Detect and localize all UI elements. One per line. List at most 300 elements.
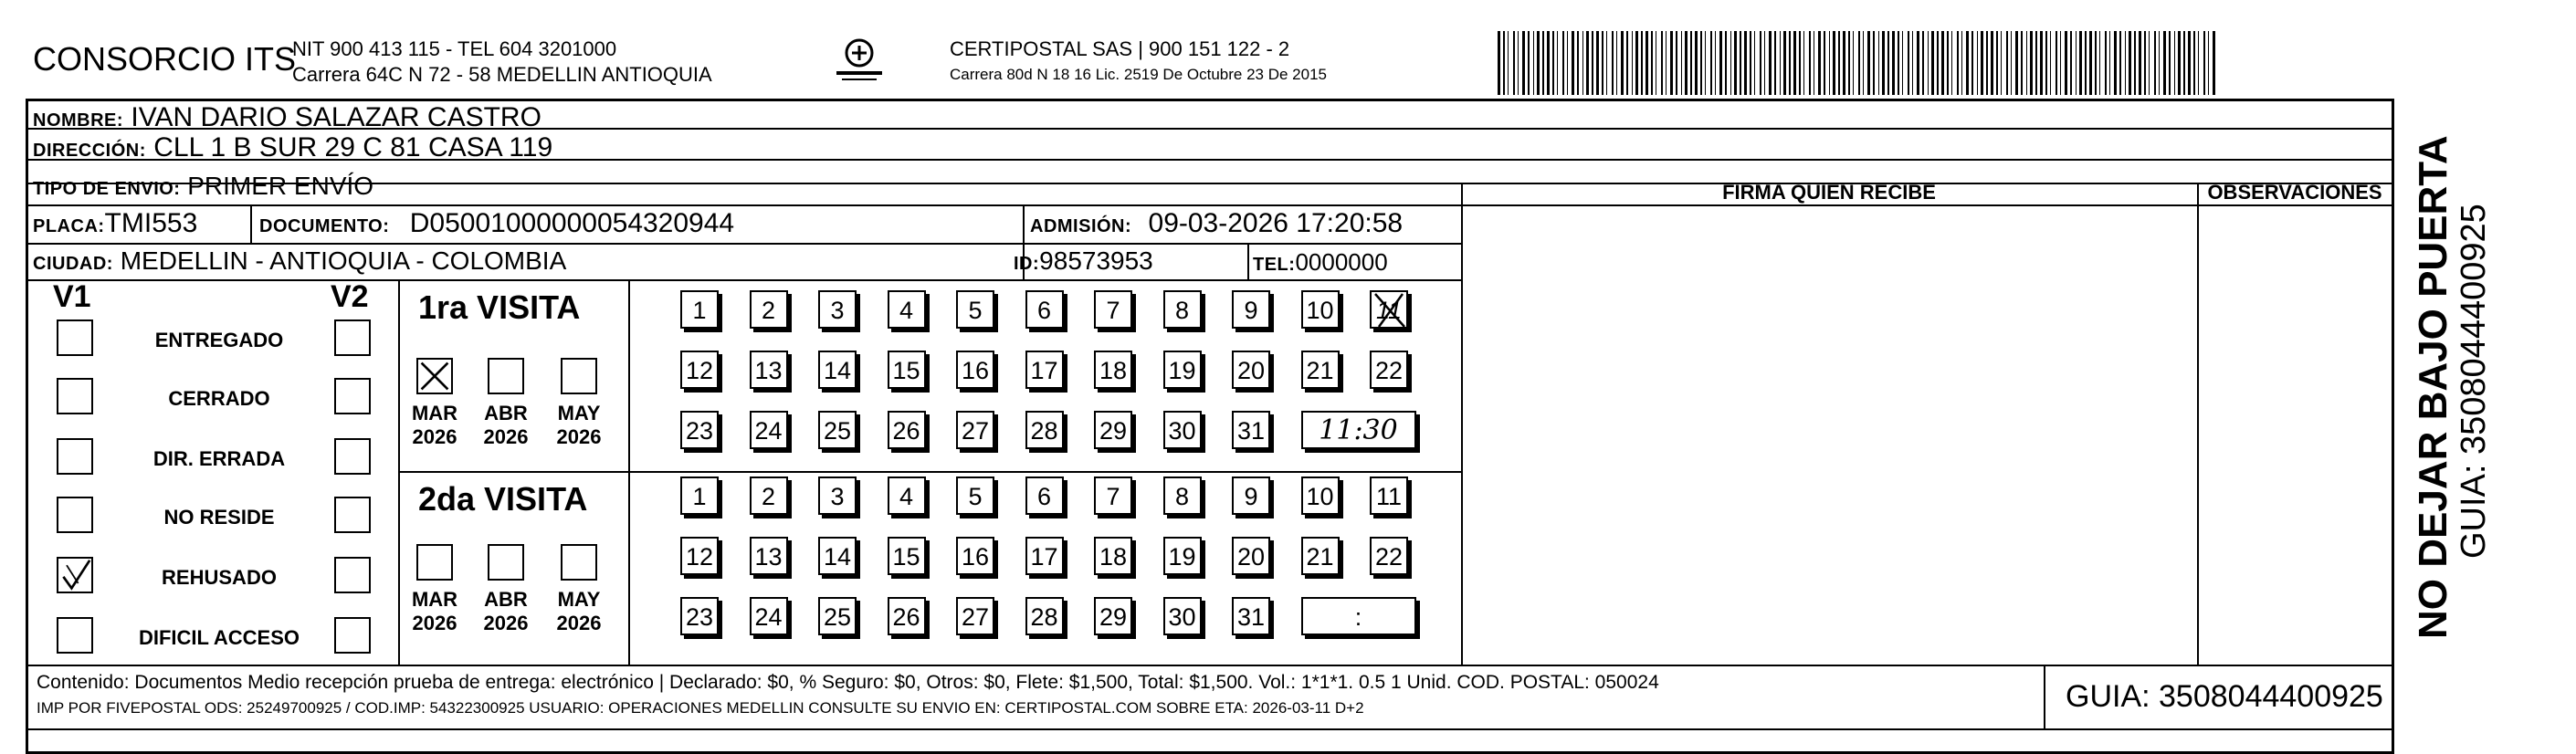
- ciudad-label: CIUDAD:: [33, 254, 113, 274]
- barcode-bar: [2129, 31, 2131, 95]
- id-value: 98573953: [1039, 246, 1153, 275]
- second-visit-month-label: [553, 588, 605, 635]
- barcode-bar: [1833, 31, 1835, 95]
- tipo-value: PRIMER ENVÍO: [187, 172, 374, 200]
- certipostal-logo: [833, 37, 886, 86]
- barcode: [1498, 31, 2219, 95]
- barcode-bar: [2163, 31, 2166, 95]
- barcode-bar: [2056, 31, 2057, 95]
- first-visit-day-box[interactable]: 10: [1301, 290, 1340, 329]
- second-visit-day-box[interactable]: 23: [680, 597, 719, 635]
- v1-checkbox[interactable]: [57, 497, 93, 533]
- barcode-bar: [2119, 31, 2121, 95]
- first-visit-day-box[interactable]: 8: [1163, 290, 1202, 329]
- placa-value: TMI553: [104, 208, 198, 238]
- barcode-bar: [1577, 31, 1579, 95]
- barcode-bar: [1552, 31, 1554, 95]
- second-visit-title: 2da VISITA: [418, 480, 588, 518]
- second-visit-month-checkbox[interactable]: [488, 544, 524, 581]
- barcode-bar: [1947, 31, 1949, 95]
- barcode-bar: [2026, 31, 2027, 95]
- first-visit-day-box[interactable]: 12: [680, 351, 719, 389]
- no-dejar-bajo-puerta: NO DEJAR BAJO PUERTA: [2411, 135, 2455, 639]
- first-visit-month-label: [409, 402, 460, 449]
- barcode-bar: [1843, 31, 1845, 95]
- status-option-label: ENTREGADO: [154, 329, 284, 351]
- check-mark-icon: [58, 559, 91, 592]
- barcode-bar: [2006, 31, 2008, 95]
- barcode-bar: [1829, 31, 1830, 95]
- tipo-label: TIPO DE ENVIO:: [33, 179, 181, 199]
- divider: [398, 471, 1461, 473]
- barcode-bar: [1867, 31, 1870, 95]
- barcode-bar: [2144, 31, 2146, 95]
- barcode-bar: [2030, 31, 2033, 95]
- barcode-bar: [1685, 31, 1688, 95]
- barcode-bar: [2125, 31, 2126, 95]
- status-option-label: DIFICIL ACCESO: [138, 626, 300, 649]
- second-visit-day-box[interactable]: 21: [1301, 537, 1340, 575]
- first-visit-day-box[interactable]: 27: [956, 411, 994, 449]
- second-visit-month-checkbox[interactable]: [561, 544, 597, 581]
- barcode-bar: [1971, 31, 1973, 95]
- barcode-bar: [2085, 31, 2087, 95]
- barcode-bar: [1740, 31, 1741, 95]
- first-visit-day-box[interactable]: 23: [680, 411, 719, 449]
- second-visit-day-box[interactable]: 26: [888, 597, 926, 635]
- first-visit-day-box[interactable]: 7: [1094, 290, 1132, 329]
- id-label: ID:: [1014, 254, 1040, 274]
- company-nit: NIT 900 413 115 - TEL 604 3201000: [292, 37, 617, 60]
- barcode-bar: [1941, 31, 1944, 95]
- barcode-bar: [1730, 31, 1731, 95]
- first-visit-day-box[interactable]: 16: [956, 351, 994, 389]
- first-visit-day-box[interactable]: 14: [818, 351, 857, 389]
- first-visit-day-box[interactable]: 4: [888, 290, 926, 329]
- barcode-bar: [2095, 31, 2097, 95]
- v1-checkbox[interactable]: [57, 557, 93, 593]
- barcode-bar: [1602, 31, 1603, 95]
- month-name: MAR: [411, 588, 458, 611]
- first-visit-day-box[interactable]: 22: [1370, 351, 1408, 389]
- second-visit-month-label: [409, 588, 460, 635]
- first-visit-day-box[interactable]: 15: [888, 351, 926, 389]
- first-visit-day-box[interactable]: 9: [1232, 290, 1270, 329]
- v2-checkbox[interactable]: [334, 617, 371, 654]
- barcode-bar: [1931, 31, 1934, 95]
- barcode-bar: [1793, 31, 1796, 95]
- month-name: ABR: [484, 588, 528, 611]
- barcode-bar: [1774, 31, 1776, 95]
- carrier-nit: CERTIPOSTAL SAS | 900 151 122 - 2: [950, 37, 1290, 60]
- placa-row: [33, 208, 197, 239]
- admision-label: ADMISIÓN:: [1030, 216, 1132, 236]
- second-visit-day-box[interactable]: 29: [1094, 597, 1132, 635]
- barcode-bar: [2105, 31, 2107, 95]
- barcode-bar: [1616, 31, 1617, 95]
- barcode-bar: [2015, 31, 2018, 95]
- signature-area[interactable]: [1465, 206, 2193, 663]
- barcode-bar: [2050, 31, 2051, 95]
- barcode-bar: [1547, 31, 1550, 95]
- second-visit-month-checkbox[interactable]: [416, 544, 453, 581]
- ciudad-row: [33, 246, 566, 276]
- first-visit-day-box[interactable]: 13: [750, 351, 788, 389]
- barcode-bar: [2001, 31, 2002, 95]
- barcode-bar: [2139, 31, 2141, 95]
- month-year: 2026: [483, 612, 529, 634]
- barcode-bar: [2183, 31, 2185, 95]
- nombre-label: NOMBRE:: [33, 110, 124, 131]
- month-year: 2026: [556, 425, 602, 448]
- first-visit-day-box[interactable]: 30: [1163, 411, 1202, 449]
- second-visit-day-box[interactable]: 14: [818, 537, 857, 575]
- barcode-bar: [1518, 31, 1519, 95]
- firma-header: FIRMA QUIEN RECIBE: [1722, 181, 1936, 204]
- barcode-bar: [2045, 31, 2047, 95]
- second-visit-time-box[interactable]: :: [1301, 597, 1416, 635]
- barcode-bar: [1858, 31, 1860, 95]
- barcode-bar: [1892, 31, 1895, 95]
- barcode-bar: [1498, 31, 1500, 95]
- barcode-bar: [1522, 31, 1525, 95]
- barcode-bar: [1572, 31, 1574, 95]
- v2-checkbox[interactable]: [334, 378, 371, 414]
- first-visit-day-box[interactable]: 11: [1370, 290, 1408, 329]
- barcode-bar: [2208, 31, 2209, 95]
- barcode-bar: [1780, 31, 1781, 95]
- documento-label: DOCUMENTO:: [259, 216, 390, 236]
- v2-checkbox[interactable]: [334, 319, 371, 356]
- second-visit-day-box[interactable]: 27: [956, 597, 994, 635]
- print-info-line: IMP POR FIVEPOSTAL ODS: 25249700925 / COD.IMP: 54322300925 USUARIO: OPERACIONES MEDELLIN CONSULTE SU ENVIO EN: CERTIPOSTAL.COM SOBRE ETA: 2026-03-11 D+2: [37, 699, 1364, 717]
- second-visit-day-box[interactable]: 28: [1025, 597, 1064, 635]
- first-visit-month-checkbox[interactable]: [488, 358, 524, 394]
- barcode-bar: [2065, 31, 2067, 95]
- barcode-bar: [1818, 31, 1821, 95]
- barcode-bar: [1661, 31, 1663, 95]
- second-visit-day-box[interactable]: 4: [888, 476, 926, 515]
- barcode-bar: [1922, 31, 1924, 95]
- first-visit-day-box[interactable]: 21: [1301, 351, 1340, 389]
- direccion-label: DIRECCIÓN:: [33, 141, 146, 161]
- second-visit-day-box[interactable]: 1: [680, 476, 719, 515]
- divider: [28, 665, 2394, 666]
- first-visit-day-box[interactable]: 5: [956, 290, 994, 329]
- v1-checkbox[interactable]: [57, 438, 93, 475]
- second-visit-day-box[interactable]: 7: [1094, 476, 1132, 515]
- barcode-bar: [1503, 31, 1505, 95]
- company-info: [292, 37, 712, 88]
- first-visit-day-box[interactable]: 17: [1025, 351, 1064, 389]
- barcode-bar: [1670, 31, 1673, 95]
- barcode-bar: [2203, 31, 2205, 95]
- barcode-bar: [1863, 31, 1864, 95]
- barcode-bar: [2079, 31, 2082, 95]
- first-visit-day-box[interactable]: 25: [818, 411, 857, 449]
- month-year: 2026: [483, 425, 529, 448]
- first-visit-month-checkbox[interactable]: [416, 358, 453, 394]
- placa-label: PLACA:: [33, 216, 105, 236]
- barcode-bar: [1824, 31, 1825, 95]
- barcode-bar: [2114, 31, 2117, 95]
- barcode-bar: [1838, 31, 1840, 95]
- barcode-bar: [1764, 31, 1765, 95]
- status-option-label: DIR. ERRADA: [152, 447, 286, 470]
- divider: [628, 279, 630, 665]
- first-visit-day-box[interactable]: 31: [1232, 411, 1270, 449]
- barcode-bar: [1705, 31, 1706, 95]
- barcode-bar: [1537, 31, 1540, 95]
- barcode-bar: [1645, 31, 1648, 95]
- company-address: Carrera 64C N 72 - 58 MEDELLIN ANTIOQUIA: [292, 63, 712, 86]
- barcode-bar: [1951, 31, 1952, 95]
- barcode-bar: [1562, 31, 1564, 95]
- first-visit-title: 1ra VISITA: [418, 288, 581, 326]
- first-visit-day-box[interactable]: 2: [750, 290, 788, 329]
- barcode-bar: [1853, 31, 1854, 95]
- second-visit-day-box[interactable]: 24: [750, 597, 788, 635]
- divider: [2197, 183, 2199, 665]
- barcode-bar: [1908, 31, 1909, 95]
- x-mark-icon: [418, 360, 451, 393]
- divider: [250, 204, 252, 243]
- v1-checkbox[interactable]: [57, 617, 93, 654]
- first-visit-day-box[interactable]: 18: [1094, 351, 1132, 389]
- barcode-bar: [1977, 31, 1978, 95]
- side-guia-number: GUIA: 3508044400925: [2455, 204, 2493, 559]
- second-visit-day-box[interactable]: 3: [818, 476, 857, 515]
- divider: [28, 728, 2394, 730]
- barcode-bar: [2154, 31, 2156, 95]
- divider: [28, 204, 1462, 206]
- v1-checkbox[interactable]: [57, 319, 93, 356]
- first-visit-day-box[interactable]: 19: [1163, 351, 1202, 389]
- first-visit-time-box[interactable]: 11:30: [1301, 411, 1416, 449]
- divider: [28, 279, 1462, 281]
- guia-number: GUIA: 3508044400925: [2044, 665, 2394, 728]
- second-visit-day-box[interactable]: 20: [1232, 537, 1270, 575]
- barcode-bar: [2193, 31, 2195, 95]
- second-visit-day-box[interactable]: 8: [1163, 476, 1202, 515]
- barcode-bar: [1981, 31, 1983, 95]
- ciudad-value: MEDELLIN - ANTIOQUIA - COLOMBIA: [120, 246, 567, 275]
- barcode-bar: [1508, 31, 1509, 95]
- barcode-bar: [1542, 31, 1544, 95]
- barcode-bar: [2174, 31, 2175, 95]
- first-visit-day-box[interactable]: 29: [1094, 411, 1132, 449]
- month-year: 2026: [412, 612, 457, 634]
- barcode-bar: [2099, 31, 2100, 95]
- barcode-bar: [1567, 31, 1568, 95]
- barcode-bar: [1681, 31, 1682, 95]
- admision-row: [1030, 208, 1403, 239]
- barcode-bar: [2070, 31, 2072, 95]
- barcode-bar: [1621, 31, 1624, 95]
- barcode-bar: [1789, 31, 1791, 95]
- barcode-bar: [1996, 31, 1998, 95]
- barcode-bar: [1873, 31, 1875, 95]
- v2-checkbox[interactable]: [334, 438, 371, 475]
- barcode-bar: [1612, 31, 1614, 95]
- barcode-bar: [2040, 31, 2043, 95]
- barcode-bar: [1690, 31, 1692, 95]
- documento-row: [259, 208, 734, 239]
- barcode-bar: [2076, 31, 2077, 95]
- barcode-bar: [1760, 31, 1761, 95]
- carrier-info: [950, 37, 1327, 88]
- direccion-row: [33, 132, 552, 163]
- barcode-bar: [1966, 31, 1969, 95]
- second-visit-day-box[interactable]: 15: [888, 537, 926, 575]
- second-visit-day-box[interactable]: 9: [1232, 476, 1270, 515]
- month-year: 2026: [412, 425, 457, 448]
- barcode-bar: [1592, 31, 1593, 95]
- barcode-bar: [2178, 31, 2181, 95]
- barcode-bar: [1557, 31, 1558, 95]
- month-name: ABR: [484, 402, 528, 424]
- id-row: [1014, 246, 1153, 276]
- v1-header: V1: [53, 279, 91, 314]
- month-name: MAY: [557, 588, 601, 611]
- second-visit-day-box[interactable]: 17: [1025, 537, 1064, 575]
- barcode-bar: [2060, 31, 2061, 95]
- admision-value: 09-03-2026 17:20:58: [1148, 208, 1404, 238]
- barcode-bar: [1715, 31, 1716, 95]
- barcode-bar: [1937, 31, 1939, 95]
- barcode-bar: [1898, 31, 1899, 95]
- company-name: CONSORCIO ITS: [33, 40, 297, 78]
- barcode-bar: [2089, 31, 2092, 95]
- barcode-bar: [1719, 31, 1722, 95]
- second-visit-month-label: [480, 588, 531, 635]
- barcode-bar: [1635, 31, 1638, 95]
- barcode-bar: [1666, 31, 1667, 95]
- barcode-bar: [1676, 31, 1677, 95]
- second-visit-day-box[interactable]: 22: [1370, 537, 1408, 575]
- barcode-bar: [2035, 31, 2037, 95]
- barcode-bar: [1809, 31, 1811, 95]
- barcode-bar: [1582, 31, 1583, 95]
- contents-line: Contenido: Documentos Medio recepción prueba de entrega: electrónico | Declarado: $0, % Seguro: $0, Otros: $0, Flete: $1,500, Total: $1,500. Vol.: 1*1*1. 0.5 1 Unid. COD. POSTAL: 050024: [37, 672, 1659, 693]
- barcode-bar: [2188, 31, 2191, 95]
- second-visit-day-box[interactable]: 6: [1025, 476, 1064, 515]
- barcode-bar: [1961, 31, 1962, 95]
- barcode-bar: [1928, 31, 1929, 95]
- barcode-bar: [1799, 31, 1801, 95]
- second-visit-day-box[interactable]: 16: [956, 537, 994, 575]
- first-visit-day-box[interactable]: 1: [680, 290, 719, 329]
- direccion-value: CLL 1 B SUR 29 C 81 CASA 119: [153, 132, 553, 162]
- month-name: MAY: [557, 402, 601, 424]
- barcode-bar: [1528, 31, 1530, 95]
- barcode-bar: [2198, 31, 2199, 95]
- barcode-bar: [1744, 31, 1747, 95]
- barcode-bar: [2021, 31, 2023, 95]
- v1-checkbox[interactable]: [57, 378, 93, 414]
- barcode-bar: [1513, 31, 1515, 95]
- first-visit-day-box[interactable]: 26: [888, 411, 926, 449]
- barcode-bar: [1878, 31, 1879, 95]
- first-visit-day-box[interactable]: 28: [1025, 411, 1064, 449]
- status-option-label: CERRADO: [168, 387, 270, 410]
- barcode-bar: [1882, 31, 1885, 95]
- barcode-bar: [1725, 31, 1727, 95]
- tipo-row: [33, 172, 373, 201]
- barcode-bar: [1750, 31, 1751, 95]
- first-visit-month-label: [553, 402, 605, 449]
- barcode-bar: [1533, 31, 1534, 95]
- second-visit-day-box[interactable]: 31: [1232, 597, 1270, 635]
- second-visit-day-box[interactable]: 25: [818, 597, 857, 635]
- observations-area[interactable]: [2201, 206, 2391, 663]
- second-visit-day-box[interactable]: 5: [956, 476, 994, 515]
- barcode-bar: [1912, 31, 1913, 95]
- barcode-bar: [1632, 31, 1633, 95]
- barcode-bar: [1695, 31, 1698, 95]
- barcode-bar: [1606, 31, 1607, 95]
- carrier-address: Carrera 80d N 18 16 Lic. 2519 De Octubre 23 De 2015: [950, 66, 1327, 83]
- barcode-bar: [1651, 31, 1653, 95]
- barcode-bar: [1710, 31, 1712, 95]
- status-option-label: NO RESIDE: [163, 506, 275, 529]
- second-visit-day-box[interactable]: 12: [680, 537, 719, 575]
- second-visit-day-box[interactable]: 18: [1094, 537, 1132, 575]
- tel-value: 0000000: [1295, 248, 1388, 276]
- second-visit-day-box[interactable]: 19: [1163, 537, 1202, 575]
- observaciones-header: OBSERVACIONES: [2207, 181, 2382, 204]
- barcode-bar: [1887, 31, 1889, 95]
- barcode-bar: [1848, 31, 1850, 95]
- second-visit-day-box[interactable]: 2: [750, 476, 788, 515]
- barcode-bar: [1957, 31, 1959, 95]
- barcode-bar: [1700, 31, 1702, 95]
- first-visit-day-box[interactable]: 24: [750, 411, 788, 449]
- v2-header: V2: [331, 279, 369, 314]
- barcode-bar: [1769, 31, 1772, 95]
- v2-checkbox[interactable]: [334, 497, 371, 533]
- nombre-value: IVAN DARIO SALAZAR CASTRO: [131, 102, 541, 132]
- second-visit-day-box[interactable]: 11: [1370, 476, 1408, 515]
- barcode-bar: [2011, 31, 2012, 95]
- status-option-label: REHUSADO: [162, 566, 277, 589]
- first-visit-day-box[interactable]: 6: [1025, 290, 1064, 329]
- second-visit-day-box[interactable]: 30: [1163, 597, 1202, 635]
- first-visit-month-label: [480, 402, 531, 449]
- first-visit-day-box[interactable]: 20: [1232, 351, 1270, 389]
- tel-row: [1253, 248, 1388, 277]
- barcode-bar: [2149, 31, 2150, 95]
- barcode-bar: [1641, 31, 1643, 95]
- barcode-bar: [2169, 31, 2171, 95]
- v2-checkbox[interactable]: [334, 557, 371, 593]
- second-visit-day-box[interactable]: 13: [750, 537, 788, 575]
- second-visit-day-box[interactable]: 10: [1301, 476, 1340, 515]
- barcode-bar: [1586, 31, 1589, 95]
- first-visit-month-checkbox[interactable]: [561, 358, 597, 394]
- barcode-bar: [1734, 31, 1737, 95]
- barcode-bar: [1783, 31, 1786, 95]
- divider: [2392, 99, 2394, 728]
- barcode-bar: [2159, 31, 2160, 95]
- barcode-bar: [2134, 31, 2136, 95]
- barcode-bar: [1754, 31, 1755, 95]
- day-x-mark-icon: [1372, 292, 1408, 329]
- first-visit-day-box[interactable]: 3: [818, 290, 857, 329]
- barcode-bar: [1986, 31, 1988, 95]
- documento-value: D05001000000054320944: [409, 208, 735, 238]
- barcode-bar: [2213, 31, 2215, 95]
